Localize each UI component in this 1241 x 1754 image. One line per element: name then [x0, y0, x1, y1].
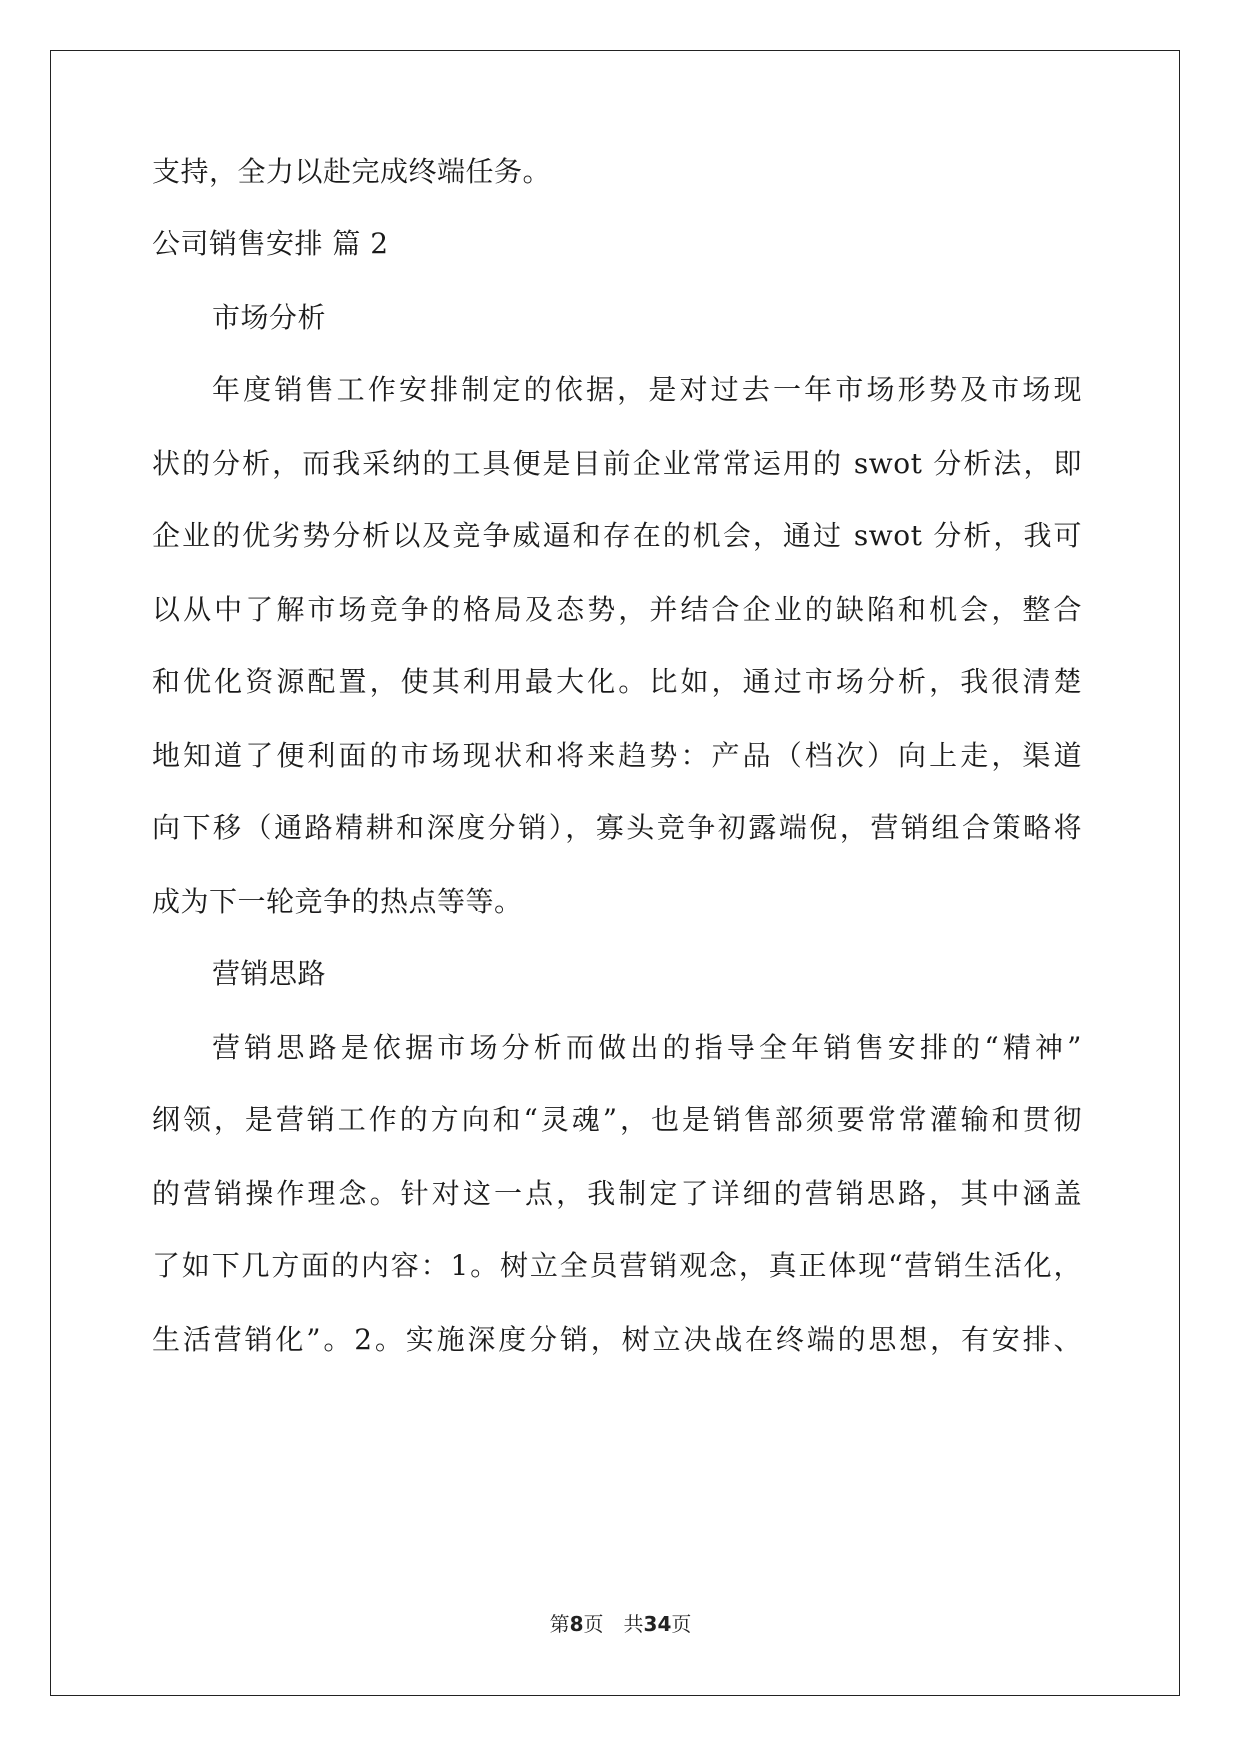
subheading-market-analysis: 市场分析: [212, 301, 327, 334]
page-border: [50, 50, 1180, 1696]
footer-prefix: 第: [549, 1612, 570, 1636]
subheading-marketing-ideas: 营销思路: [212, 957, 327, 990]
text-line: 状的分析，而我采纳的工具便是目前企业常常运用的 swot 分析法，即: [152, 447, 1082, 480]
text-line: 向下移（通路精耕和深度分销），寡头竞争初露端倪，营销组合策略将: [152, 811, 1082, 844]
text-line: 营销思路是依据市场分析而做出的指导全年销售安排的“精神”: [212, 1031, 1082, 1064]
text-line: 的营销操作理念。针对这一点，我制定了详细的营销思路，其中涵盖: [152, 1177, 1082, 1210]
text-line: 企业的优劣势分析以及竞争威逼和存在的机会，通过 swot 分析，我可: [152, 519, 1082, 552]
total-pages-number: 34: [643, 1612, 672, 1636]
page-footer: [0, 1612, 1241, 1636]
footer-suffix: 页: [671, 1612, 692, 1636]
text-line: 生活营销化”。2。实施深度分销，树立决战在终端的思想，有安排、: [152, 1323, 1082, 1356]
section-heading: 公司销售安排 篇 2: [152, 227, 389, 260]
text-line: 地知道了便利面的市场现状和将来趋势：产品（档次）向上走，渠道: [152, 739, 1082, 772]
text-line: 支持，全力以赴完成终端任务。: [152, 155, 552, 188]
text-line: 成为下一轮竞争的热点等等。: [152, 885, 523, 918]
current-page-number: 8: [569, 1612, 584, 1636]
footer-middle: 页 共: [583, 1612, 644, 1636]
text-line: 年度销售工作安排制定的依据，是对过去一年市场形势及市场现: [212, 373, 1082, 406]
text-line: 了如下几方面的内容：1。树立全员营销观念，真正体现“营销生活化，: [152, 1249, 1082, 1282]
text-line: 纲领，是营销工作的方向和“灵魂”，也是销售部须要常常灌输和贯彻: [152, 1103, 1082, 1136]
text-line: 和优化资源配置，使其利用最大化。比如，通过市场分析，我很清楚: [152, 665, 1082, 698]
text-line: 以从中了解市场竞争的格局及态势，并结合企业的缺陷和机会，整合: [152, 593, 1082, 626]
